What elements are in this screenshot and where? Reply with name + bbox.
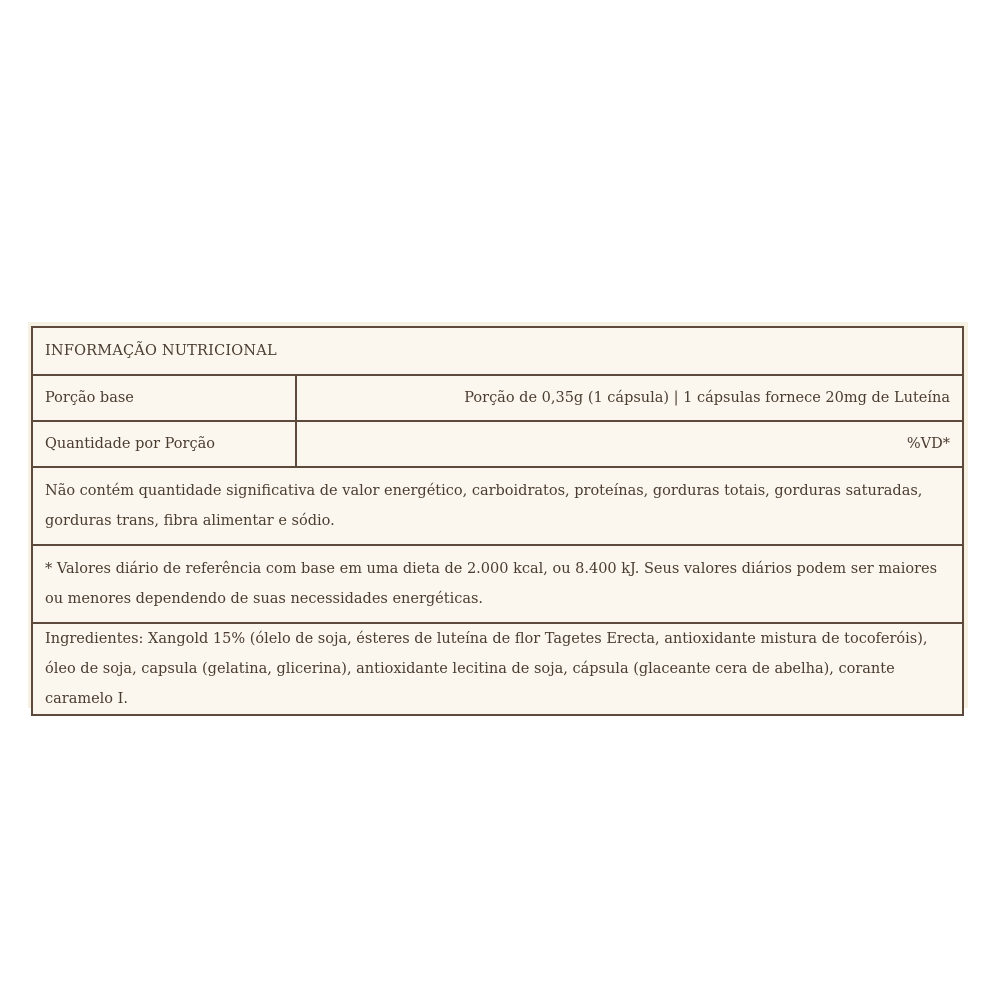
portion-value: Porção de 0,35g (1 cápsula) | 1 cápsulas fornece 20mg de Luteína — [296, 375, 963, 421]
portion-row — [32, 375, 963, 421]
ingredients-text: Ingredientes: Xangold 15% (ólelo de soja, ésteres de luteína de flor Tagetes Erecta, antioxidante mistura de tocoferóis), óleo de soja, capsula (gelatina, glicerina), antioxidante lecitina de soja, cápsula (glaceante cera de abelha), corante caramelo I. — [32, 623, 963, 715]
quantity-label: Quantidade por Porção — [32, 421, 296, 467]
not-significant-row — [32, 467, 963, 545]
quantity-row — [32, 421, 963, 467]
not-significant-note: Não contém quantidade significativa de valor energético, carboidratos, proteínas, gorduras totais, gorduras saturadas, gorduras trans, fibra alimentar e sódio. — [32, 467, 963, 545]
daily-value-header: %VD* — [296, 421, 963, 467]
ingredients-row — [32, 623, 963, 715]
nutrition-title: INFORMAÇÃO NUTRICIONAL — [32, 327, 963, 375]
title-row — [32, 327, 963, 375]
nutrition-table — [31, 326, 964, 716]
nutrition-label-panel — [28, 322, 968, 708]
portion-label: Porção base — [32, 375, 296, 421]
reference-row — [32, 545, 963, 623]
reference-note: * Valores diário de referência com base em uma dieta de 2.000 kcal, ou 8.400 kJ. Seus valores diários podem ser maiores ou menores dependendo de suas necessidades energéticas. — [32, 545, 963, 623]
